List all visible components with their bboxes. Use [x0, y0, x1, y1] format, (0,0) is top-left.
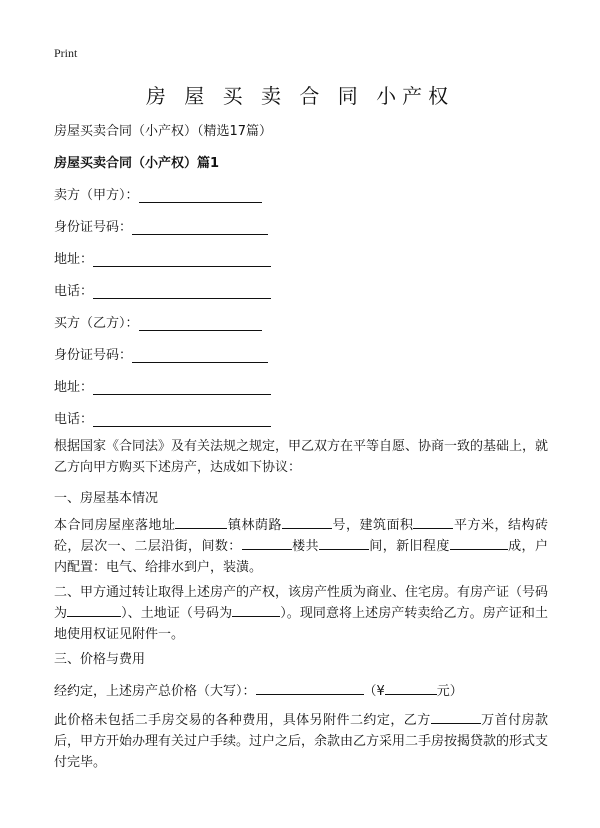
text-segment: 间，新旧程度 — [368, 539, 450, 554]
blank-line — [385, 681, 437, 695]
blank-line — [450, 536, 508, 550]
payment-paragraph — [54, 710, 548, 773]
blank-line — [132, 348, 268, 363]
field-label: 身份证号码： — [54, 220, 133, 235]
heading-price: 三、价格与费用 — [54, 652, 146, 667]
text-segment: 元） — [436, 684, 463, 699]
text-segment: 二、甲方通过转让取得上述房产的产权，该房产性质为商业、住宅房。有房产证（号码为 — [54, 585, 549, 621]
blank-line — [319, 536, 369, 550]
blank-line — [139, 316, 262, 331]
text-segment: 成，户内配置：电气、给排水到户，装潢。 — [54, 539, 548, 575]
blank-line — [431, 710, 481, 724]
buyer-address-field — [54, 376, 271, 395]
blank-line — [132, 220, 268, 235]
field-label: 卖方（甲方）： — [54, 188, 139, 203]
document-title: 房 屋 买 卖 合 同 小产权 — [145, 84, 455, 108]
blank-line — [413, 515, 453, 529]
seller-name-field — [54, 184, 262, 203]
price-line — [54, 680, 463, 699]
buyer-name-field — [54, 312, 262, 331]
text-segment: （¥ — [363, 684, 385, 699]
ownership-paragraph — [54, 582, 548, 645]
blank-line — [93, 412, 271, 427]
field-label: 电话： — [54, 412, 94, 427]
blank-line — [93, 252, 271, 267]
text-segment: 万首付房款后，甲方开始办理有关过户手续。过户之后，余款由乙方采用二手房按揭贷款的形式支付完毕。 — [54, 713, 549, 770]
field-label: 地址： — [54, 380, 94, 395]
blank-line — [175, 515, 227, 529]
blank-line — [93, 380, 271, 395]
text-segment: 号，建筑面积 — [331, 518, 414, 533]
buyer-phone-field — [54, 408, 271, 427]
print-label[interactable]: Print — [54, 46, 78, 60]
field-label: 买方（乙方）： — [54, 316, 139, 331]
blank-line — [93, 284, 271, 299]
blank-line — [282, 515, 332, 529]
text-segment: 楼共 — [291, 539, 319, 554]
house-info-paragraph — [54, 515, 548, 578]
text-segment: 经约定，上述房产总价格（大写）： — [54, 684, 256, 699]
seller-phone-field — [54, 280, 271, 299]
field-label: 电话： — [54, 284, 94, 299]
text-segment: 本合同房屋座落地址 — [54, 518, 176, 533]
text-segment: 平方米，结构砖砼，层次一、二层沿街，间数： — [54, 518, 548, 554]
document-subtitle: 房屋买卖合同（小产权）（精选17篇） — [54, 124, 273, 139]
blank-line — [256, 681, 364, 695]
text-segment: ）。现同意将上述房产转卖给乙方。房产证和土地使用权证见附件一。 — [54, 606, 548, 642]
text-segment: 此价格未包括二手房交易的各种费用，具体另附件二约定，乙方 — [54, 713, 431, 728]
field-label: 地址： — [54, 252, 94, 267]
intro-paragraph: 根据国家《合同法》及有关法规之规定，甲乙双方在平等自愿、协商一致的基础上，就乙方向甲方购买下述房产，达成如下协议： — [54, 439, 549, 475]
blank-line — [232, 603, 280, 617]
buyer-id-field — [54, 344, 268, 363]
heading-house-info: 一、房屋基本情况 — [54, 491, 159, 506]
text-segment: 镇林荫路 — [227, 518, 282, 533]
field-label: 身份证号码： — [54, 348, 133, 363]
blank-line — [242, 536, 292, 550]
blank-line — [67, 603, 121, 617]
text-segment: ）、土地证（号码为 — [121, 606, 233, 621]
section-title: 房屋买卖合同（小产权）篇1 — [54, 156, 220, 171]
blank-line — [139, 188, 262, 203]
seller-address-field — [54, 248, 271, 267]
seller-id-field — [54, 216, 268, 235]
